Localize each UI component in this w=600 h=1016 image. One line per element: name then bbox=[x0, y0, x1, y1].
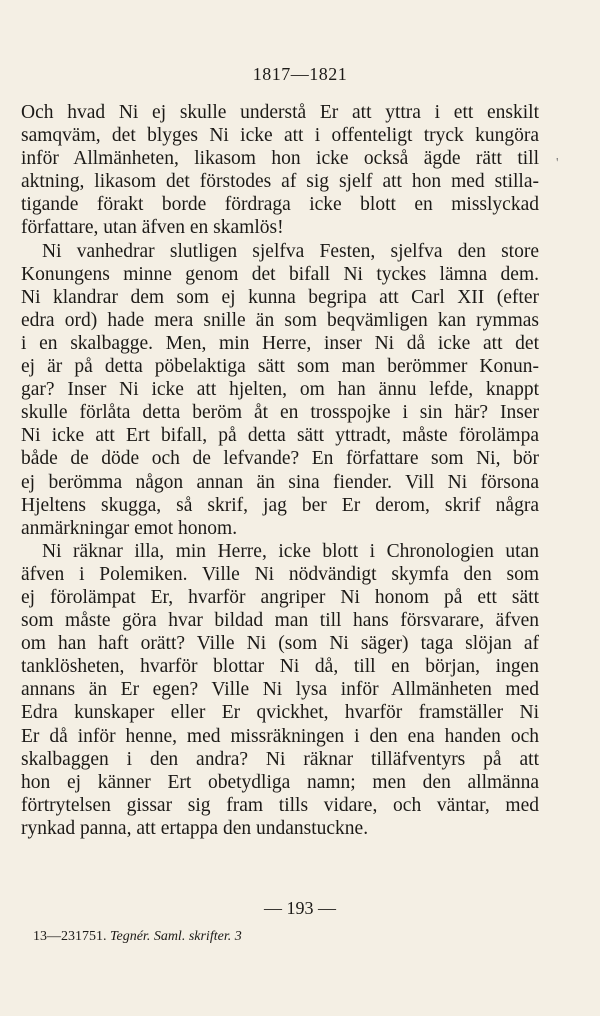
text-line: ej är på detta pöbelaktiga sätt som man berömmer Konun- bbox=[21, 356, 539, 378]
text-line: Och hvad Ni ej skulle understå Er att yttra i ett enskilt bbox=[21, 102, 539, 123]
text-line: äfven i Polemiken. Ville Ni nödvändigt skymfa den som bbox=[21, 563, 539, 585]
text-line: både de döde och de lefvande? En författare som Ni, bör bbox=[21, 448, 539, 470]
body-text bbox=[21, 101, 539, 840]
text-line: Ni icke att Ert bifall, på detta sätt yttradt, måste förolämpa bbox=[21, 425, 539, 447]
text-line: Er då inför henne, med missräkningen i den ena handen och bbox=[21, 725, 539, 747]
text-line: Ni vanhedrar slutligen sjelfva Festen, sjelfva den store bbox=[42, 240, 539, 262]
text-line: Ni räknar illa, min Herre, icke blott i Chronologien utan bbox=[42, 540, 539, 562]
text-line: ej berömma någon annan än sina fiender. Vill Ni försona bbox=[21, 471, 539, 493]
signature-title: Tegnér. Saml. skrifter. 3 bbox=[110, 929, 242, 944]
margin-mark: ' bbox=[556, 156, 559, 171]
paragraph bbox=[21, 101, 539, 240]
text-line: författare, utan äfven en skamlös! bbox=[21, 217, 284, 239]
text-line: anmärkningar emot honom. bbox=[21, 517, 238, 539]
text-line: aktning, likasom det förstodes af sig sjelf att hon med stilla- bbox=[21, 171, 539, 193]
text-line: hon ej känner Ert obetydliga namn; men den allmänna bbox=[21, 771, 539, 793]
text-line: edra ord) hade mera snille än som beqvämligen kan rymmas bbox=[21, 309, 539, 331]
running-head: 1817—1821 bbox=[252, 64, 348, 84]
text-line: Konungens minne genom det bifall Ni tyckes lämna dem. bbox=[21, 263, 539, 285]
printer-signature bbox=[33, 929, 242, 945]
text-line: tanklösheten, hvarför blottar Ni då, till en början, ingen bbox=[21, 656, 539, 678]
text-line: Ni klandrar dem som ej kunna begripa att Carl XII (efter bbox=[21, 286, 539, 308]
text-line: Edra kunskaper eller Er qvickhet, hvarför framställer Ni bbox=[21, 702, 539, 724]
text-line: gar? Inser Ni icke att hjelten, om han ännu lefde, knappt bbox=[21, 379, 539, 401]
text-line: inför Allmänheten, likasom hon icke också ägde rätt till bbox=[21, 148, 539, 170]
text-line: ej förolämpat Er, hvarför angriper Ni honom på ett sätt bbox=[21, 586, 539, 608]
paragraph bbox=[21, 240, 539, 540]
page-number: — 193 — bbox=[264, 898, 336, 918]
text-line: Hjeltens skugga, så skrif, jag ber Er derom, skrif några bbox=[21, 494, 539, 516]
text-line: rynkad panna, att ertappa den undanstuckne. bbox=[21, 817, 369, 839]
text-line: i en skalbagge. Men, min Herre, inser Ni då icke att det bbox=[21, 332, 539, 354]
signature-number: 13—231751. bbox=[33, 929, 107, 944]
text-line: som måste göra hvar bildad man till hans försvarare, äfven bbox=[21, 610, 539, 632]
text-line: annans än Er egen? Ville Ni lysa inför Allmänheten med bbox=[21, 679, 539, 701]
text-line: om han haft orätt? Ville Ni (som Ni säger) taga slöjan af bbox=[21, 633, 539, 655]
text-line: skulle förlåta detta beröm åt en trosspojke i sin här? Inser bbox=[21, 402, 539, 424]
paragraph bbox=[21, 540, 539, 840]
text-line: förtrytelsen gissar sig fram tills vidare, och väntar, med bbox=[21, 794, 539, 816]
text-line: samqväm, det blyges Ni icke att i offenteligt tryck kungöra bbox=[21, 125, 539, 147]
text-line: skalbaggen i den andra? Ni räknar tilläfventyrs på att bbox=[21, 748, 539, 770]
text-line: tigande förakt borde fördraga icke blott en misslyckad bbox=[21, 194, 539, 216]
